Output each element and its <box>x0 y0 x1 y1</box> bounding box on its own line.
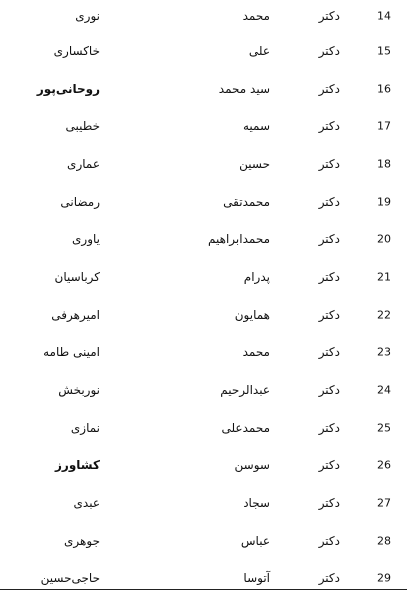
row-number: 28 <box>377 534 391 548</box>
row-last-name: نوربخش <box>58 383 100 398</box>
row-number: 20 <box>377 232 391 246</box>
row-last-name: یاوری <box>72 232 100 247</box>
row-first-name: محمد <box>242 9 270 23</box>
row-first-name: پدرام <box>243 269 270 284</box>
table-row <box>0 220 407 258</box>
table-row <box>0 484 407 522</box>
row-number: 24 <box>377 383 391 397</box>
row-title: دکتر <box>318 194 340 209</box>
row-number: 21 <box>377 270 391 284</box>
row-title: دکتر <box>318 119 340 134</box>
row-number: 26 <box>377 458 391 472</box>
row-number: 14 <box>377 9 391 23</box>
row-last-name: رمضانی <box>60 194 100 209</box>
table-row <box>0 522 407 560</box>
table-row <box>0 258 407 296</box>
row-first-name: علی <box>248 43 270 58</box>
row-first-name: عباس <box>240 533 270 548</box>
row-title: دکتر <box>318 307 340 322</box>
row-last-name: خطیبی <box>65 119 100 134</box>
row-number: 22 <box>377 308 391 322</box>
row-first-name: همایون <box>234 307 270 322</box>
row-first-name: سوسن <box>234 458 270 473</box>
row-number: 15 <box>377 44 391 58</box>
row-number: 29 <box>377 571 391 585</box>
table-row <box>0 0 407 32</box>
row-number: 16 <box>377 82 391 96</box>
row-title: دکتر <box>318 232 340 247</box>
row-first-name: سید محمد <box>218 81 270 96</box>
table-bottom-rule <box>0 589 407 590</box>
row-first-name: سجاد <box>243 496 270 511</box>
row-first-name: محمدعلی <box>221 420 270 435</box>
row-title: دکتر <box>318 81 340 96</box>
table-row <box>0 32 407 70</box>
row-first-name: محمدابراهیم <box>208 232 270 247</box>
row-title: دکتر <box>318 9 340 23</box>
row-title: دکتر <box>318 383 340 398</box>
row-first-name: سمیه <box>242 119 270 134</box>
row-last-name: کرباسیان <box>54 269 100 284</box>
row-first-name: حسین <box>239 156 270 171</box>
row-number: 23 <box>377 345 391 359</box>
table-row <box>0 107 407 145</box>
row-last-name: جوهری <box>64 533 100 548</box>
row-last-name: عماری <box>67 156 100 171</box>
table-row <box>0 296 407 334</box>
table-row <box>0 70 407 108</box>
row-last-name: نمازی <box>70 420 100 435</box>
table-row <box>0 334 407 372</box>
row-last-name: عبدی <box>73 496 100 511</box>
row-last-name: خاکساری <box>53 43 100 58</box>
row-title: دکتر <box>318 345 340 360</box>
row-first-name: عبدالرحیم <box>220 383 270 398</box>
row-title: دکتر <box>318 571 340 586</box>
row-first-name: آتوسا <box>243 571 270 586</box>
row-last-name: امیرهرفی <box>51 307 100 322</box>
table-row <box>0 183 407 221</box>
row-first-name: محمد <box>242 345 270 360</box>
row-title: دکتر <box>318 156 340 171</box>
row-title: دکتر <box>318 533 340 548</box>
row-number: 27 <box>377 496 391 510</box>
row-number: 18 <box>377 157 391 171</box>
row-title: دکتر <box>318 496 340 511</box>
row-last-name: کشاورز <box>55 458 100 473</box>
row-first-name: محمدتقی <box>223 194 270 209</box>
row-title: دکتر <box>318 269 340 284</box>
row-number: 17 <box>377 119 391 133</box>
row-number: 19 <box>377 195 391 209</box>
row-last-name: نوری <box>75 9 100 23</box>
table-row <box>0 409 407 447</box>
row-number: 25 <box>377 421 391 435</box>
table-row <box>0 447 407 485</box>
row-title: دکتر <box>318 458 340 473</box>
row-title: دکتر <box>318 43 340 58</box>
row-last-name: امینی طامه <box>43 345 100 360</box>
row-last-name: روحانی‌پور <box>36 81 100 96</box>
table-row <box>0 371 407 409</box>
table-row <box>0 145 407 183</box>
table-row <box>0 560 407 597</box>
row-title: دکتر <box>318 420 340 435</box>
row-last-name: حاجی‌حسین <box>40 571 100 586</box>
